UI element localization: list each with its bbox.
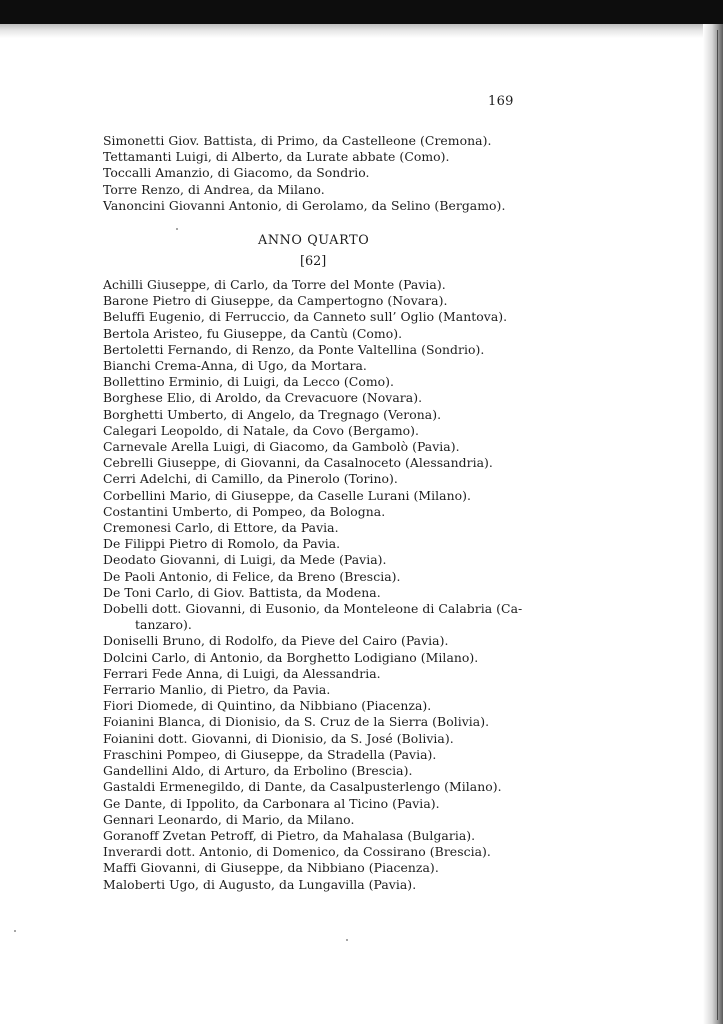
list-item: Ge Dante, di Ippolito, da Carbonara al Ticino (Pavia). bbox=[103, 795, 440, 811]
scan-speck bbox=[14, 930, 16, 932]
list-item: Cremonesi Carlo, di Ettore, da Pavia. bbox=[103, 520, 339, 536]
list-item: Costantini Umberto, di Pompeo, da Bologna. bbox=[103, 503, 386, 519]
list-item: Borghese Elio, di Aroldo, da Crevacuore (Novara). bbox=[103, 390, 423, 406]
list-item: Achilli Giuseppe, di Carlo, da Torre del Monte (Pavia). bbox=[103, 277, 446, 292]
list-item: De Filippi Pietro di Romolo, da Pavia. bbox=[103, 536, 341, 552]
list-item: Ferrari Fede Anna, di Luigi, da Alessandria. bbox=[103, 665, 381, 681]
list-item: Fiori Diomede, di Quintino, da Nibbiano (Piacenza). bbox=[103, 698, 432, 714]
list-item: Foianini dott. Giovanni, di Dionisio, da S. José (Bolivia). bbox=[103, 730, 454, 746]
list-item: tanzaro). bbox=[135, 617, 192, 633]
list-item: Bertoletti Fernando, di Renzo, da Ponte Valtellina (Sondrio). bbox=[103, 341, 485, 357]
list-item: Cerri Adelchi, di Camillo, da Pinerolo (Torino). bbox=[103, 471, 398, 487]
list-item: Deodato Giovanni, di Luigi, da Mede (Pavia). bbox=[103, 552, 387, 568]
list-item: Torre Renzo, di Andrea, da Milano. bbox=[103, 181, 325, 197]
list-item: Maloberti Ugo, di Augusto, da Lungavilla (Pavia). bbox=[103, 876, 417, 892]
list-item: Gandellini Aldo, di Arturo, da Erbolino (Brescia). bbox=[103, 763, 413, 779]
scan-speck bbox=[346, 939, 348, 941]
list-item: Corbellini Mario, di Giuseppe, da Caselle Lurani (Milano). bbox=[103, 487, 471, 503]
list-item: Inverardi dott. Antonio, di Domenico, da Cossirano (Brescia). bbox=[103, 844, 491, 860]
list-item: Gennari Leonardo, di Mario, da Milano. bbox=[103, 811, 355, 827]
scan-top-border bbox=[0, 0, 723, 24]
list-item: Borghetti Umberto, di Angelo, da Tregnago (Verona). bbox=[103, 406, 442, 422]
list-item: Vanoncini Giovanni Antonio, di Gerolamo, da Selino (Bergamo). bbox=[103, 197, 506, 213]
list-item: De Toni Carlo, di Giov. Battista, da Modena. bbox=[103, 584, 381, 600]
list-item: Doniselli Bruno, di Rodolfo, da Pieve del Cairo (Pavia). bbox=[103, 633, 449, 649]
list-item: Maffi Giovanni, di Giuseppe, da Nibbiano (Piacenza). bbox=[103, 860, 439, 876]
section-heading: ANNO QUARTO bbox=[258, 233, 370, 248]
list-item: Dobelli dott. Giovanni, di Eusonio, da Monteleone di Calabria (Ca- bbox=[103, 601, 523, 617]
list-item: Calegari Leopoldo, di Natale, da Covo (Bergamo). bbox=[103, 422, 420, 438]
list-item: Foianini Blanca, di Dionisio, da S. Cruz de la Sierra (Bolivia). bbox=[103, 714, 490, 730]
section-number: [62] bbox=[300, 254, 327, 269]
scan-right-edge bbox=[703, 24, 723, 1024]
entries-list-main bbox=[103, 277, 523, 893]
list-item: Beluffi Eugenio, di Ferruccio, da Canneto sull’ Oglio (Mantova). bbox=[103, 309, 508, 325]
list-item: Bollettino Erminio, di Luigi, da Lecco (Como). bbox=[103, 374, 395, 390]
scan-speck bbox=[176, 228, 178, 230]
list-item: Bertola Aristeo, fu Giuseppe, da Cantù (Como). bbox=[103, 325, 403, 341]
list-item: Dolcini Carlo, di Antonio, da Borghetto Lodigiano (Milano). bbox=[103, 649, 479, 665]
list-item: Goranoff Zvetan Petroff, di Pietro, da Mahalasa (Bulgaria). bbox=[103, 827, 476, 843]
list-item: Gastaldi Ermenegildo, di Dante, da Casalpusterlengo (Milano). bbox=[103, 779, 502, 795]
scan-top-shadow bbox=[0, 24, 723, 38]
list-item: Ferrario Manlio, di Pietro, da Pavia. bbox=[103, 682, 331, 698]
list-item: Cebrelli Giuseppe, di Giovanni, da Casalnoceto (Alessandria). bbox=[103, 455, 493, 471]
scan-right-edge-line bbox=[717, 30, 718, 1020]
list-item: Barone Pietro di Giuseppe, da Campertogno (Novara). bbox=[103, 293, 448, 309]
list-item: Toccalli Amanzio, di Giacomo, da Sondrio. bbox=[103, 165, 370, 181]
page-number: 169 bbox=[488, 94, 514, 109]
list-item: Simonetti Giov. Battista, di Primo, da Castelleone (Cremona). bbox=[103, 133, 492, 148]
entries-list-top bbox=[103, 133, 523, 214]
list-item: Fraschini Pompeo, di Giuseppe, da Stradella (Pavia). bbox=[103, 746, 437, 762]
list-item: Tettamanti Luigi, di Alberto, da Lurate abbate (Como). bbox=[103, 149, 450, 165]
list-item: Carnevale Arella Luigi, di Giacomo, da Gambolò (Pavia). bbox=[103, 439, 460, 455]
list-item: Bianchi Crema-Anna, di Ugo, da Mortara. bbox=[103, 358, 367, 374]
list-item: De Paoli Antonio, di Felice, da Breno (Brescia). bbox=[103, 568, 401, 584]
